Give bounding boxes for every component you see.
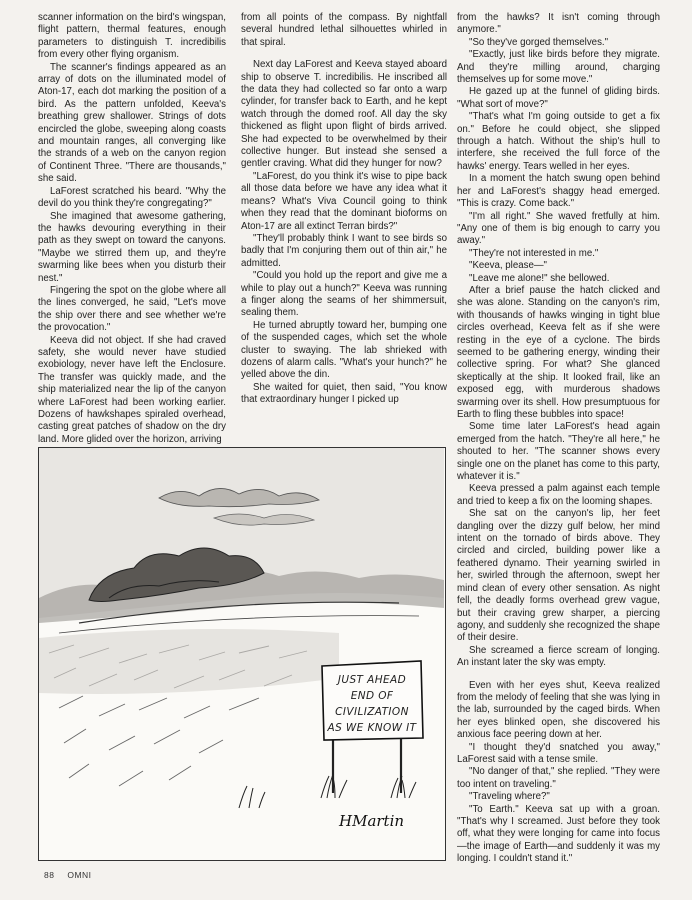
paragraph: LaForest scratched his beard. "Why the devil do you think they're congregating?" (38, 185, 226, 210)
paragraph: "LaForest, do you think it's wise to pipe back all those data before we have any idea what it means? What's Viva Council going to think when they read that the dominant bioforms on Aton-17 are all extinct Terran birds?" (241, 170, 447, 232)
sign-line-3: CIVILIZATION (335, 706, 409, 718)
page-footer (44, 870, 102, 880)
ground-wash (39, 629, 339, 694)
paragraph: She screamed a fierce scream of longing. An instant later the sky was empty. (457, 644, 660, 669)
paragraph: "Traveling where?" (469, 791, 550, 803)
paragraph: She sat on the canyon's lip, her feet dangling over the dizzy gulf below, her mind intent on the tornado of birds above. They circled and circled, building power like a feathered dynamo. Their yearning swirled in her, swirled through the afternoon, swept her mind clean of every other sensation. As night fell, the deadly forms overhead grew vague, but their craving grew sharper, a piercing agony, and suddenly she recognized the shape of their desire. (457, 508, 660, 644)
text-column-2 (241, 12, 447, 407)
paragraph: "Exactly, just like birds before they migrate. And they're milling around, charging themselves up for some move." (457, 49, 660, 86)
paragraph: from the hawks? It isn't coming through anymore." (457, 12, 660, 36)
sign-line-2: END OF (350, 690, 394, 702)
paragraph: "Could you hold up the report and give me a while to play out a hunch?" Keeva was running a finger along the seams of her shimmersuit, sealing them. (241, 270, 447, 319)
paragraph: Keeva pressed a palm against each temple and tried to keep a fix on the looming shapes. (457, 483, 660, 507)
paragraph: "Keeva, please—" (469, 260, 547, 272)
paragraph: The scanner's findings appeared as an array of dots on the illuminated model of Aton-17, each dot marking the position of a bird. As the pattern unfolded, Keeva's breathing grew shallower. Strings of dots encircled the globe, sweeping along coasts and mountain ranges, all converging like the strands of a web on the canyon region of Continent Three. "There are thousands," she said. (38, 61, 226, 185)
paragraph: She imagined that awesome gathering, the hawks devouring everything in their path as they swept on toward the canyons. "Maybe we stirred them up, and they're swarming like bees when you disturb their nest." (38, 210, 226, 284)
paragraph: Some time later LaForest's head again emerged from the hatch. "They're all here," he shouted to her. "The scanner shows every single one on the planet has come to this party, whatever it is." (457, 421, 660, 483)
paragraph: "So they've gorged themselves." (469, 36, 609, 48)
cartoon-signature: HMartin (339, 812, 405, 830)
paragraph: After a brief pause the hatch clicked and she was alone. Standing on the canyon's rim, with thousands of hawks winging in tight blue circles overhead, Keeva felt as if she were resting in the eye of a cyclone. The birds seemed to be gathering energy, winding their collective spring. For what? She glanced skeptically at the ship. It looked frail, like an exposed egg, with murderous shadows swarming over its shell. How presumptuous for Earth to fling these bubbles into space! (457, 284, 660, 420)
paragraph: "They'll probably think I want to see birds so badly that I'm conjuring them out of thin air," he admitted. (241, 232, 447, 269)
paragraph: "That's what I'm going outside to get a fix on." Before he could object, she slipped through a hatch. Without the ship's hull to interfere, she received the full force of the hawks' energy. Tears welled in her eyes. (457, 111, 660, 172)
grass-tufts (239, 774, 416, 808)
cartoon-illustration (38, 447, 446, 861)
paragraph: Next day LaForest and Keeva stayed aboard ship to observe T. incredibilis. He inscribed all the data they had collected so far onto a warp cylinder, for transfer back to Earth, and he kept watch through the domed roof. All day the sky thickened as flight upon flight of birds arrived. She had expected to be overwhelmed by their collective hunger. But instead she sensed a gentler craving. What did they hunger for now? (241, 59, 447, 170)
paragraph: scanner information on the bird's wingspan, flight pattern, thermal features, enough parameters to distinguish T. incredibilis from every other flying organism. (38, 12, 226, 61)
paragraph: In a moment the hatch swung open behind her and LaForest's shaggy head emerged. "This is crazy. Come back." (457, 173, 660, 210)
magazine-name: OMNI (67, 870, 92, 880)
cartoon-drawing (39, 448, 444, 859)
paragraph: "I'm all right." She waved fretfully at him. "Any one of them is big enough to carry you away." (457, 210, 660, 247)
paragraph: "No danger of that," she replied. "They were too intent on traveling." (457, 766, 660, 790)
paragraph: from all points of the compass. By nightfall several hundred lethal silhouettes whirled in that spiral. (241, 12, 447, 48)
paragraph: Keeva did not object. If she had craved safety, she would never have studied exobiology, never have left the Enclosure. The transfer was quickly made, and the ship materialized near the lip of the canyon where LaForest had been working earlier. Dozens of hawkshapes spiraled overhead, casting great patches of shadow on the dry land. More glided over the horizon, arriving (38, 334, 226, 445)
paragraph: Even with her eyes shut, Keeva realized from the melody of feeling that she was lying in the lab, surrounded by the caged birds. When her eyes blinked open, she discovered his anxious face peering down at her. (457, 679, 660, 741)
paragraph: He turned abruptly toward her, bumping one of the suspended cages, which set the whole cluster to swaying. The lab shrieked with dozens of alarm calls. "What's your hunch?" he yelled above the din. (241, 319, 447, 381)
paragraph: She waited for quiet, then said, "You know that extraordinary hunger I picked up (241, 381, 447, 406)
paragraph: He gazed up at the funnel of gliding birds. "What sort of move?" (457, 86, 660, 110)
text-column-3 (457, 12, 660, 866)
text-column-1 (38, 12, 226, 446)
sign-line-4: AS WE KNOW IT (327, 722, 417, 734)
paragraph: "To Earth." Keeva sat up with a groan. "That's why I screamed. Just before they took off, what they were longing for came into focus—the image of Earth—and suddenly it was my longing. I couldn't stand it." (457, 803, 660, 865)
page-number: 88 (44, 870, 55, 880)
sign-line-1: JUST AHEAD (337, 674, 407, 686)
paragraph: "They're not interested in me." (469, 247, 599, 259)
paragraph: Fingering the spot on the globe where all the lines converged, he said, "Let's move the ship over there and see whether we're the provocation." (38, 284, 226, 334)
paragraph: "Leave me alone!" she bellowed. (469, 272, 610, 284)
paragraph: "I thought they'd snatched you away," LaForest said with a tense smile. (457, 741, 660, 765)
